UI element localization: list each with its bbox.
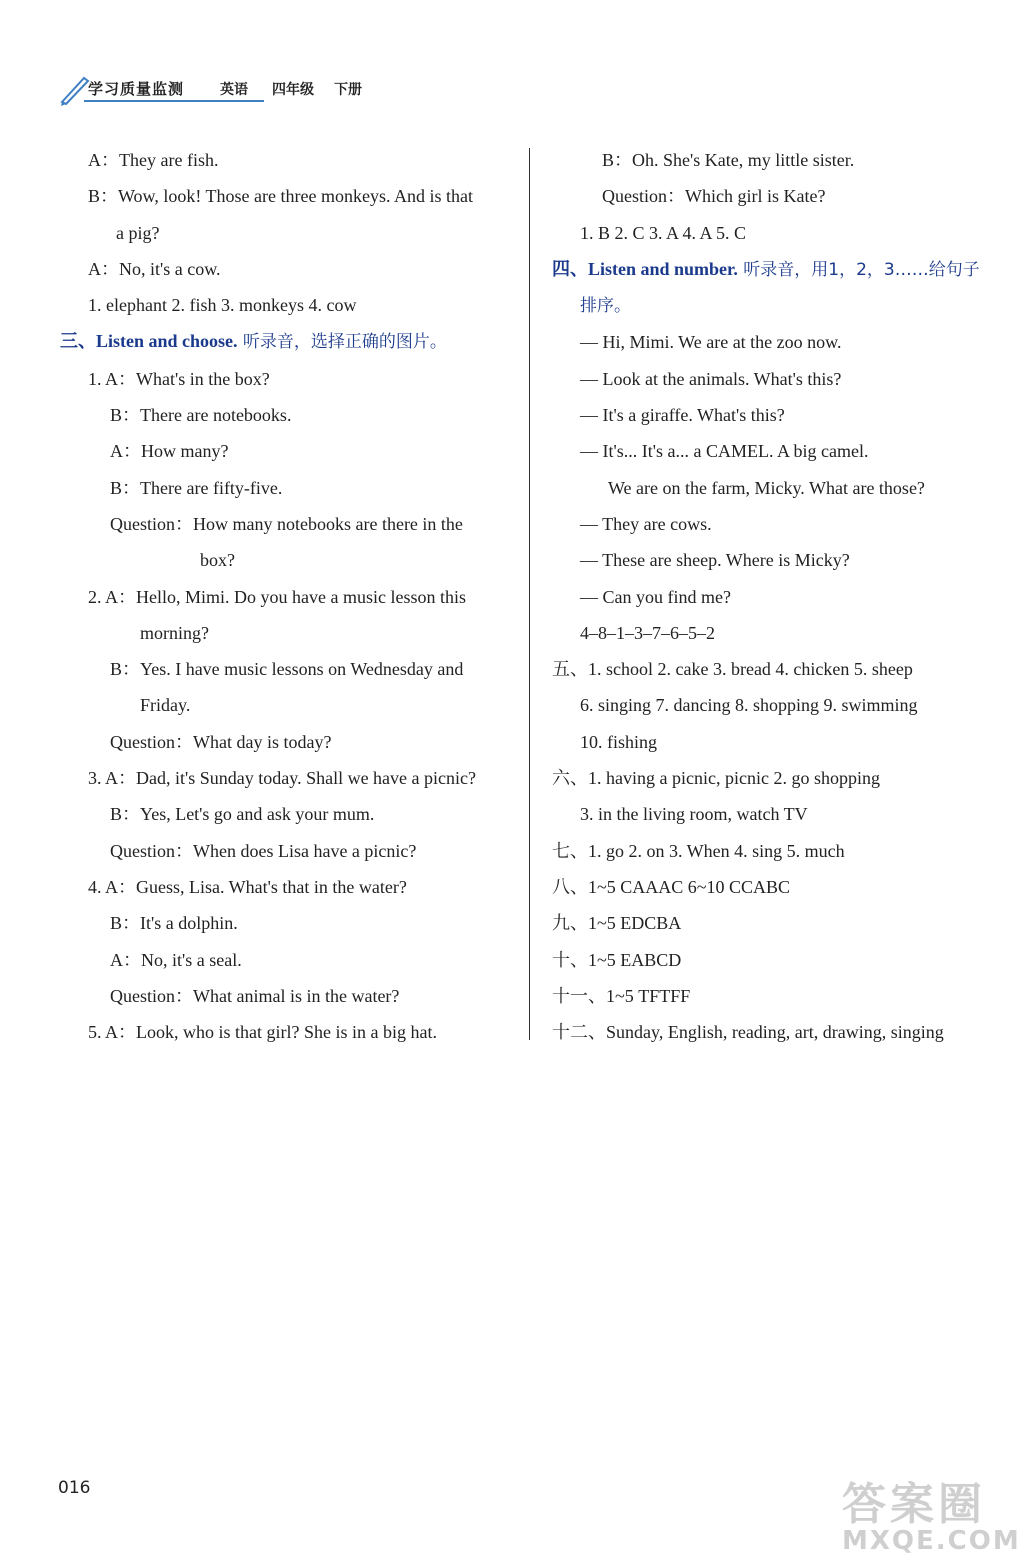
- answer-line: 3. in the living room, watch TV: [580, 804, 808, 825]
- header-rule: [84, 100, 264, 102]
- watermark-url: MXQE.COM: [842, 1526, 1021, 1556]
- answer-line: B：There are fifty-five.: [110, 477, 283, 498]
- answer-line: Question：What day is today?: [110, 731, 332, 752]
- answer-line: A：They are fish.: [88, 150, 219, 170]
- header-title: 学习质量监测: [88, 80, 185, 98]
- answer-line: 十一、1~5 TFTFF: [552, 985, 691, 1006]
- answer-line: Question：Which girl is Kate?: [602, 186, 826, 207]
- section-title-en: Listen and number.: [588, 258, 738, 279]
- answer-line: — It's a giraffe. What's this?: [580, 405, 785, 426]
- page-number: 016: [58, 1478, 91, 1498]
- answer-line: We are on the farm, Micky. What are those?: [608, 477, 925, 498]
- section-number: 四、: [552, 258, 588, 279]
- answer-line: 4–8–1–3–7–6–5–2: [580, 622, 715, 643]
- section-heading: [60, 323, 515, 360]
- answer-line: B：Oh. She's Kate, my little sister.: [602, 150, 855, 170]
- section-title-cn: 听录音，用1，2，3……给句子: [737, 259, 980, 280]
- header-subject: 英语: [220, 82, 248, 98]
- header-volume: 下册: [334, 82, 362, 98]
- answer-line: — It's... It's a... a CAMEL. A big camel.: [580, 441, 869, 462]
- answer-line: 1. A：What's in the box?: [88, 368, 270, 389]
- answer-line: 七、1. go 2. on 3. When 4. sing 5. much: [552, 840, 845, 861]
- section-number: 三、: [60, 331, 96, 352]
- answer-line: 4. A：Guess, Lisa. What's that in the water?: [88, 876, 407, 897]
- section-heading: [552, 251, 1004, 288]
- answer-line: — Look at the animals. What's this?: [580, 368, 842, 389]
- answer-line: Friday.: [140, 695, 191, 716]
- right-column: [552, 142, 1004, 1050]
- answer-line: 2. A：Hello, Mimi. Do you have a music lesson this: [88, 586, 466, 607]
- answer-line: — Can you find me?: [580, 586, 731, 607]
- answer-line: B：Wow, look! Those are three monkeys. And is that: [88, 186, 473, 207]
- answer-line: 3. A：Dad, it's Sunday today. Shall we have a picnic?: [88, 768, 476, 789]
- answer-line: morning?: [140, 622, 209, 643]
- answer-line: a pig?: [116, 222, 160, 243]
- answer-line: 排序。: [580, 296, 631, 317]
- header-grade: 四年级: [272, 82, 314, 98]
- answer-line: — They are cows.: [580, 513, 712, 534]
- answer-line: B：There are notebooks.: [110, 405, 292, 426]
- section-title-en: Listen and choose.: [96, 331, 238, 352]
- answer-line: A：No, it's a cow.: [88, 258, 221, 279]
- answer-line: — Hi, Mimi. We are at the zoo now.: [580, 332, 842, 353]
- left-column: [60, 142, 515, 1050]
- section-title-cn: 听录音，选择正确的图片。: [237, 332, 447, 353]
- answer-line: — These are sheep. Where is Micky?: [580, 550, 850, 571]
- answer-line: Question：When does Lisa have a picnic?: [110, 840, 417, 861]
- answer-line: B：It's a dolphin.: [110, 913, 238, 934]
- answer-line: A：How many?: [110, 441, 229, 462]
- answer-line: B：Yes. I have music lessons on Wednesday and: [110, 659, 464, 680]
- answer-line: 10. fishing: [580, 731, 658, 752]
- answer-line: 十、1~5 EABCD: [552, 949, 682, 970]
- column-divider: [529, 148, 530, 1040]
- answer-line: Question：What animal is in the water?: [110, 985, 400, 1006]
- answer-line: B：Yes, Let's go and ask your mum.: [110, 804, 375, 825]
- watermark-text: 答案圈: [842, 1479, 986, 1530]
- answer-line: 5. A：Look, who is that girl? She is in a big hat.: [88, 1022, 437, 1043]
- watermark: [842, 1468, 1021, 1556]
- page-header: [58, 72, 478, 106]
- answer-line: 1. B 2. C 3. A 4. A 5. C: [580, 222, 747, 243]
- answer-line: Question：How many notebooks are there in the: [110, 513, 463, 534]
- answer-line: 1. elephant 2. fish 3. monkeys 4. cow: [88, 295, 357, 316]
- answer-line: 六、1. having a picnic, picnic 2. go shopping: [552, 768, 880, 789]
- answer-line: 6. singing 7. dancing 8. shopping 9. swimming: [580, 695, 918, 716]
- answer-line: A：No, it's a seal.: [110, 949, 242, 970]
- answer-line: box?: [200, 550, 235, 571]
- answer-line: 十二、Sunday, English, reading, art, drawing, singing: [552, 1022, 944, 1043]
- answer-line: 五、1. school 2. cake 3. bread 4. chicken 5. sheep: [552, 659, 913, 680]
- answer-line: 八、1~5 CAAAC 6~10 CCABC: [552, 876, 791, 897]
- answer-line: 九、1~5 EDCBA: [552, 913, 682, 934]
